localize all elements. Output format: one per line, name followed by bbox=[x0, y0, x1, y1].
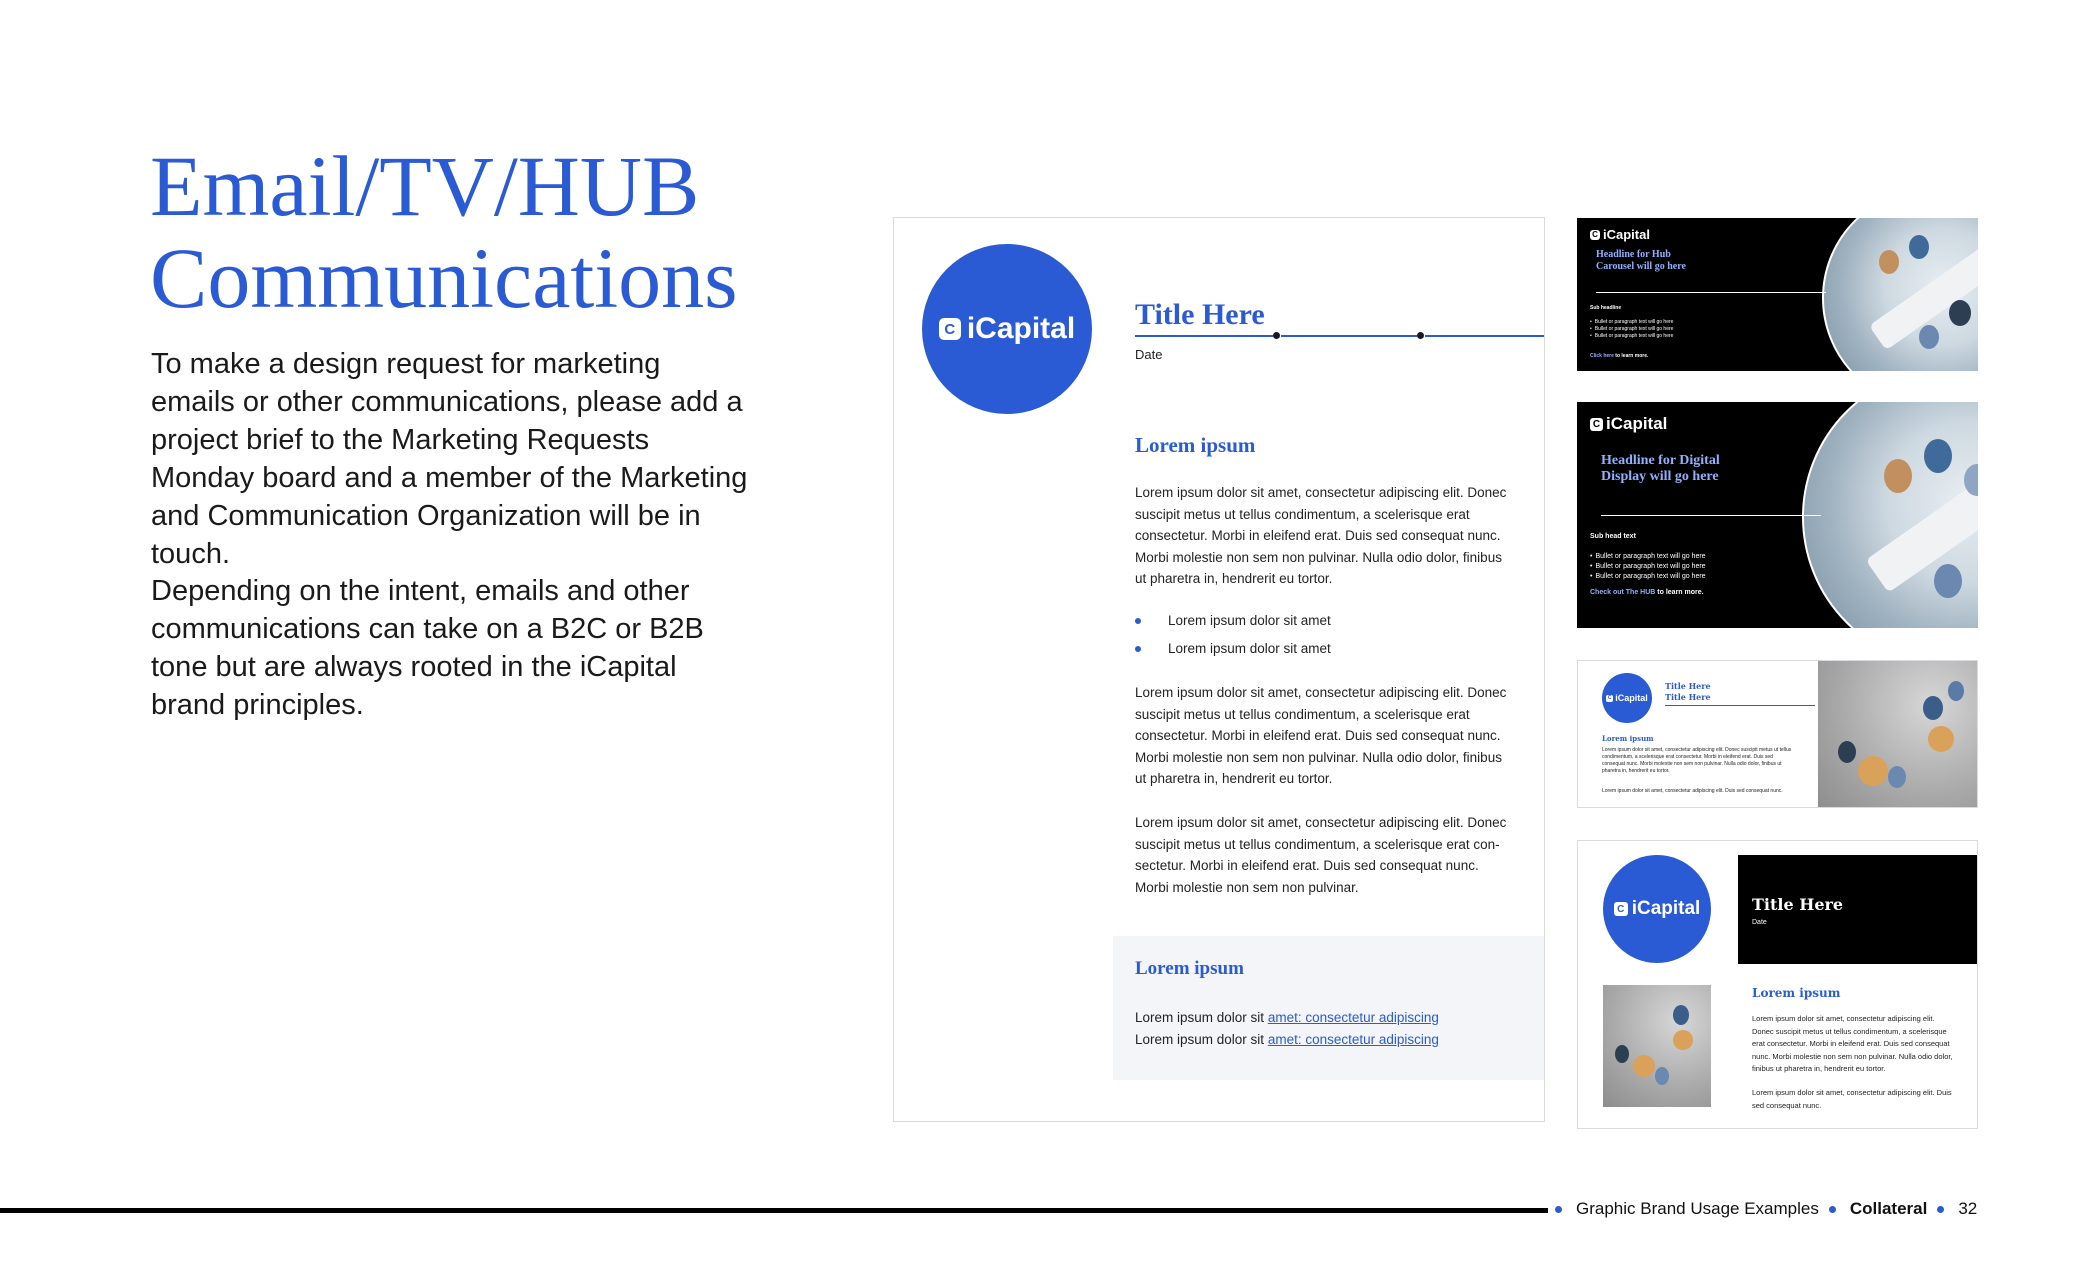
page-number: 32 bbox=[1958, 1199, 1978, 1218]
banner-bullet: • Bullet or paragraph text will go here bbox=[1590, 326, 1673, 333]
logo-circle bbox=[922, 244, 1092, 414]
rule-dot bbox=[1273, 332, 1280, 339]
email-paragraph: Lorem ipsum dolor sit amet, consectetur adipiscing elit. Donec suscipit metus ut tellus condimentum, a scelerisque erat consectetur. Morbi in eleifend erat. Duis sed consequat nunc. Morbi molestie non sem non pulvinar. Nulla odio dolor, finibus ut pharetra in, hendrerit eu tortor. bbox=[1135, 485, 1507, 586]
logo-mark-icon: C bbox=[1590, 418, 1603, 431]
footer-dot bbox=[1937, 1206, 1944, 1213]
card-title: Title Here bbox=[1752, 895, 1844, 914]
banner-headline: Headline for Digital Display will go here bbox=[1601, 453, 1720, 484]
email-footer-heading: Lorem ipsum bbox=[1135, 958, 1244, 979]
banner-bullet: • Bullet or paragraph text will go here bbox=[1590, 562, 1706, 572]
banner-bullets bbox=[1590, 319, 1673, 340]
rule-dot bbox=[1417, 332, 1424, 339]
meeting-photo bbox=[1822, 218, 1978, 371]
bullet-text: Lorem ipsum dolor sit amet bbox=[1168, 641, 1331, 656]
thumb-title: Title Here bbox=[1665, 681, 1711, 691]
card-heading: Lorem ipsum bbox=[1752, 986, 1841, 1000]
banner-bullet: • Bullet or paragraph text will go here bbox=[1590, 572, 1706, 582]
logo-mark-icon: C bbox=[1607, 695, 1612, 701]
banner-bullet: • Bullet or paragraph text will go here bbox=[1590, 333, 1673, 340]
logo-text: iCapital bbox=[1603, 227, 1650, 242]
thumb-heading: Lorem ipsum bbox=[1602, 734, 1654, 743]
link-prefix: Lorem ipsum dolor sit bbox=[1135, 1010, 1268, 1025]
thumb-title: Title Here bbox=[1665, 692, 1711, 702]
logo-circle bbox=[1602, 673, 1652, 723]
email-mockup bbox=[893, 217, 1545, 1122]
page-title-line-2: Communications bbox=[150, 230, 738, 326]
bullet-icon bbox=[1135, 646, 1141, 652]
intro-paragraph-1: To make a design request for marketing emails or other communications, please add a project brief to the Marketing Requests Monday board and a member of the Marketing and Communication Organization will be in touch. bbox=[151, 348, 748, 570]
email-footer-link-row bbox=[1135, 1010, 1439, 1025]
banner-rule bbox=[1596, 292, 1826, 293]
banner-subhead: Sub headline bbox=[1590, 305, 1622, 311]
email-title: Title Here bbox=[1135, 298, 1265, 331]
cta-link[interactable]: Check out The HUB bbox=[1590, 589, 1656, 596]
page-title-line-1: Email/TV/HUB bbox=[150, 138, 700, 234]
email-bullet bbox=[1135, 641, 1331, 656]
footer-section: Graphic Brand Usage Examples bbox=[1576, 1199, 1819, 1218]
cta-rest: to learn more. bbox=[1655, 589, 1704, 596]
page-footer bbox=[1555, 1196, 1977, 1222]
footer-link[interactable]: amet: consectetur adipiscing bbox=[1267, 1010, 1439, 1025]
email-paragraph: Lorem ipsum dolor sit amet, consectetur adipiscing elit. Donec suscipit metus ut tellus condimentum, a scelerisque erat consectetur. Morbi in eleifend erat. Duis sed consequat nunc. Morbi molestie non sem non pulvinar. Nulla odio dolor, finibus ut pharetra in, hendrerit eu tortor. bbox=[1135, 685, 1507, 786]
logo-text: iCapital bbox=[1606, 414, 1668, 433]
banner-cta[interactable] bbox=[1590, 353, 1648, 359]
logo-mark-icon: C bbox=[1614, 902, 1628, 916]
banner-logo bbox=[1590, 414, 1667, 434]
card-date: Date bbox=[1752, 919, 1767, 926]
footer-rule bbox=[0, 1208, 1548, 1213]
thumb-body: Lorem ipsum dolor sit amet, consectetur adipiscing elit. Donec suscipit metus ut tellus condimentum, a scelerisque erat consectetur. Morbi in eleifend erat. Duis sed consequat nunc. Morbi molestie non sem non pulvinar. Nulla odio dolor, finibus ut pharetra in, hendrerit eu tortor. bbox=[1602, 747, 1792, 774]
email-date: Date bbox=[1135, 347, 1163, 362]
office-photo bbox=[1603, 985, 1711, 1107]
banner-subhead: Sub head text bbox=[1590, 533, 1636, 540]
title-block bbox=[1738, 855, 1978, 964]
title-rule bbox=[1281, 335, 1417, 337]
digital-display-banner bbox=[1577, 402, 1978, 628]
title-rule bbox=[1425, 335, 1545, 337]
footer-dot bbox=[1829, 1206, 1836, 1213]
card-body: Lorem ipsum dolor sit amet, consectetur adipiscing elit. Duis sed consequat nunc. bbox=[1752, 1088, 1952, 1110]
email-bullet bbox=[1135, 613, 1331, 628]
banner-bullet: • Bullet or paragraph text will go here bbox=[1590, 319, 1673, 326]
logo-circle bbox=[1603, 855, 1711, 963]
page-title bbox=[150, 140, 850, 324]
footer-dot bbox=[1555, 1206, 1562, 1213]
bullet-icon bbox=[1135, 618, 1141, 624]
footer-link[interactable]: amet: consectetur adipiscing bbox=[1267, 1032, 1439, 1047]
email-footer-box bbox=[1113, 936, 1544, 1080]
thumb-body: Lorem ipsum dolor sit amet, consectetur adipiscing elit. Duis sed consequat nunc. bbox=[1602, 788, 1783, 794]
logo-mark-icon: C bbox=[939, 318, 961, 340]
link-prefix: Lorem ipsum dolor sit bbox=[1135, 1032, 1268, 1047]
logo-mark-icon: C bbox=[1590, 230, 1600, 240]
banner-headline: Headline for Hub Carousel will go here bbox=[1596, 249, 1686, 272]
email-paragraph: Lorem ipsum dolor sit amet, consectetur adipiscing elit. Donec suscipit metus ut tellus condimentum, a scelerisque erat con-sectetur. Morbi in eleifend erat. Duis sed consequat nunc. Morbi molestie non sem non pulvinar. bbox=[1135, 815, 1507, 895]
banner-bullets bbox=[1590, 552, 1706, 582]
banner-cta[interactable] bbox=[1590, 589, 1704, 596]
office-photo bbox=[1818, 661, 1978, 808]
email-footer-link-row bbox=[1135, 1032, 1439, 1047]
email-thumbnail bbox=[1577, 660, 1978, 808]
hub-carousel-banner bbox=[1577, 218, 1978, 371]
card-thumbnail bbox=[1577, 840, 1978, 1129]
banner-bullet: • Bullet or paragraph text will go here bbox=[1590, 552, 1706, 562]
meeting-photo bbox=[1802, 402, 1978, 628]
banner-rule bbox=[1601, 515, 1821, 516]
bullet-text: Lorem ipsum dolor sit amet bbox=[1168, 613, 1331, 628]
logo-text: iCapital bbox=[966, 312, 1076, 345]
logo-text: iCapital bbox=[1615, 693, 1648, 703]
thumb-rule bbox=[1665, 705, 1815, 706]
banner-logo bbox=[1590, 227, 1650, 242]
footer-subsection: Collateral bbox=[1849, 1199, 1928, 1218]
card-body: Lorem ipsum dolor sit amet, consectetur adipiscing elit. Donec suscipit metus ut tellus condimentum, a scelerisque erat consectetur. Morbi in eleifend erat. Duis sed consequat nunc. Morbi molestie non sem non pulvinar. Nulla odio dolor, finibus ut pharetra in, hendrerit eu tortor. bbox=[1752, 1014, 1953, 1073]
title-rule bbox=[1135, 335, 1273, 337]
cta-link[interactable]: Click here bbox=[1590, 353, 1614, 359]
email-heading: Lorem ipsum bbox=[1135, 433, 1256, 457]
intro-paragraph-2: Depending on the intent, emails and other communications can take on a B2C or B2B tone but are always rooted in the iCapital brand principles. bbox=[151, 575, 704, 721]
logo-text: iCapital bbox=[1631, 898, 1701, 919]
cta-rest: to learn more. bbox=[1613, 353, 1649, 359]
